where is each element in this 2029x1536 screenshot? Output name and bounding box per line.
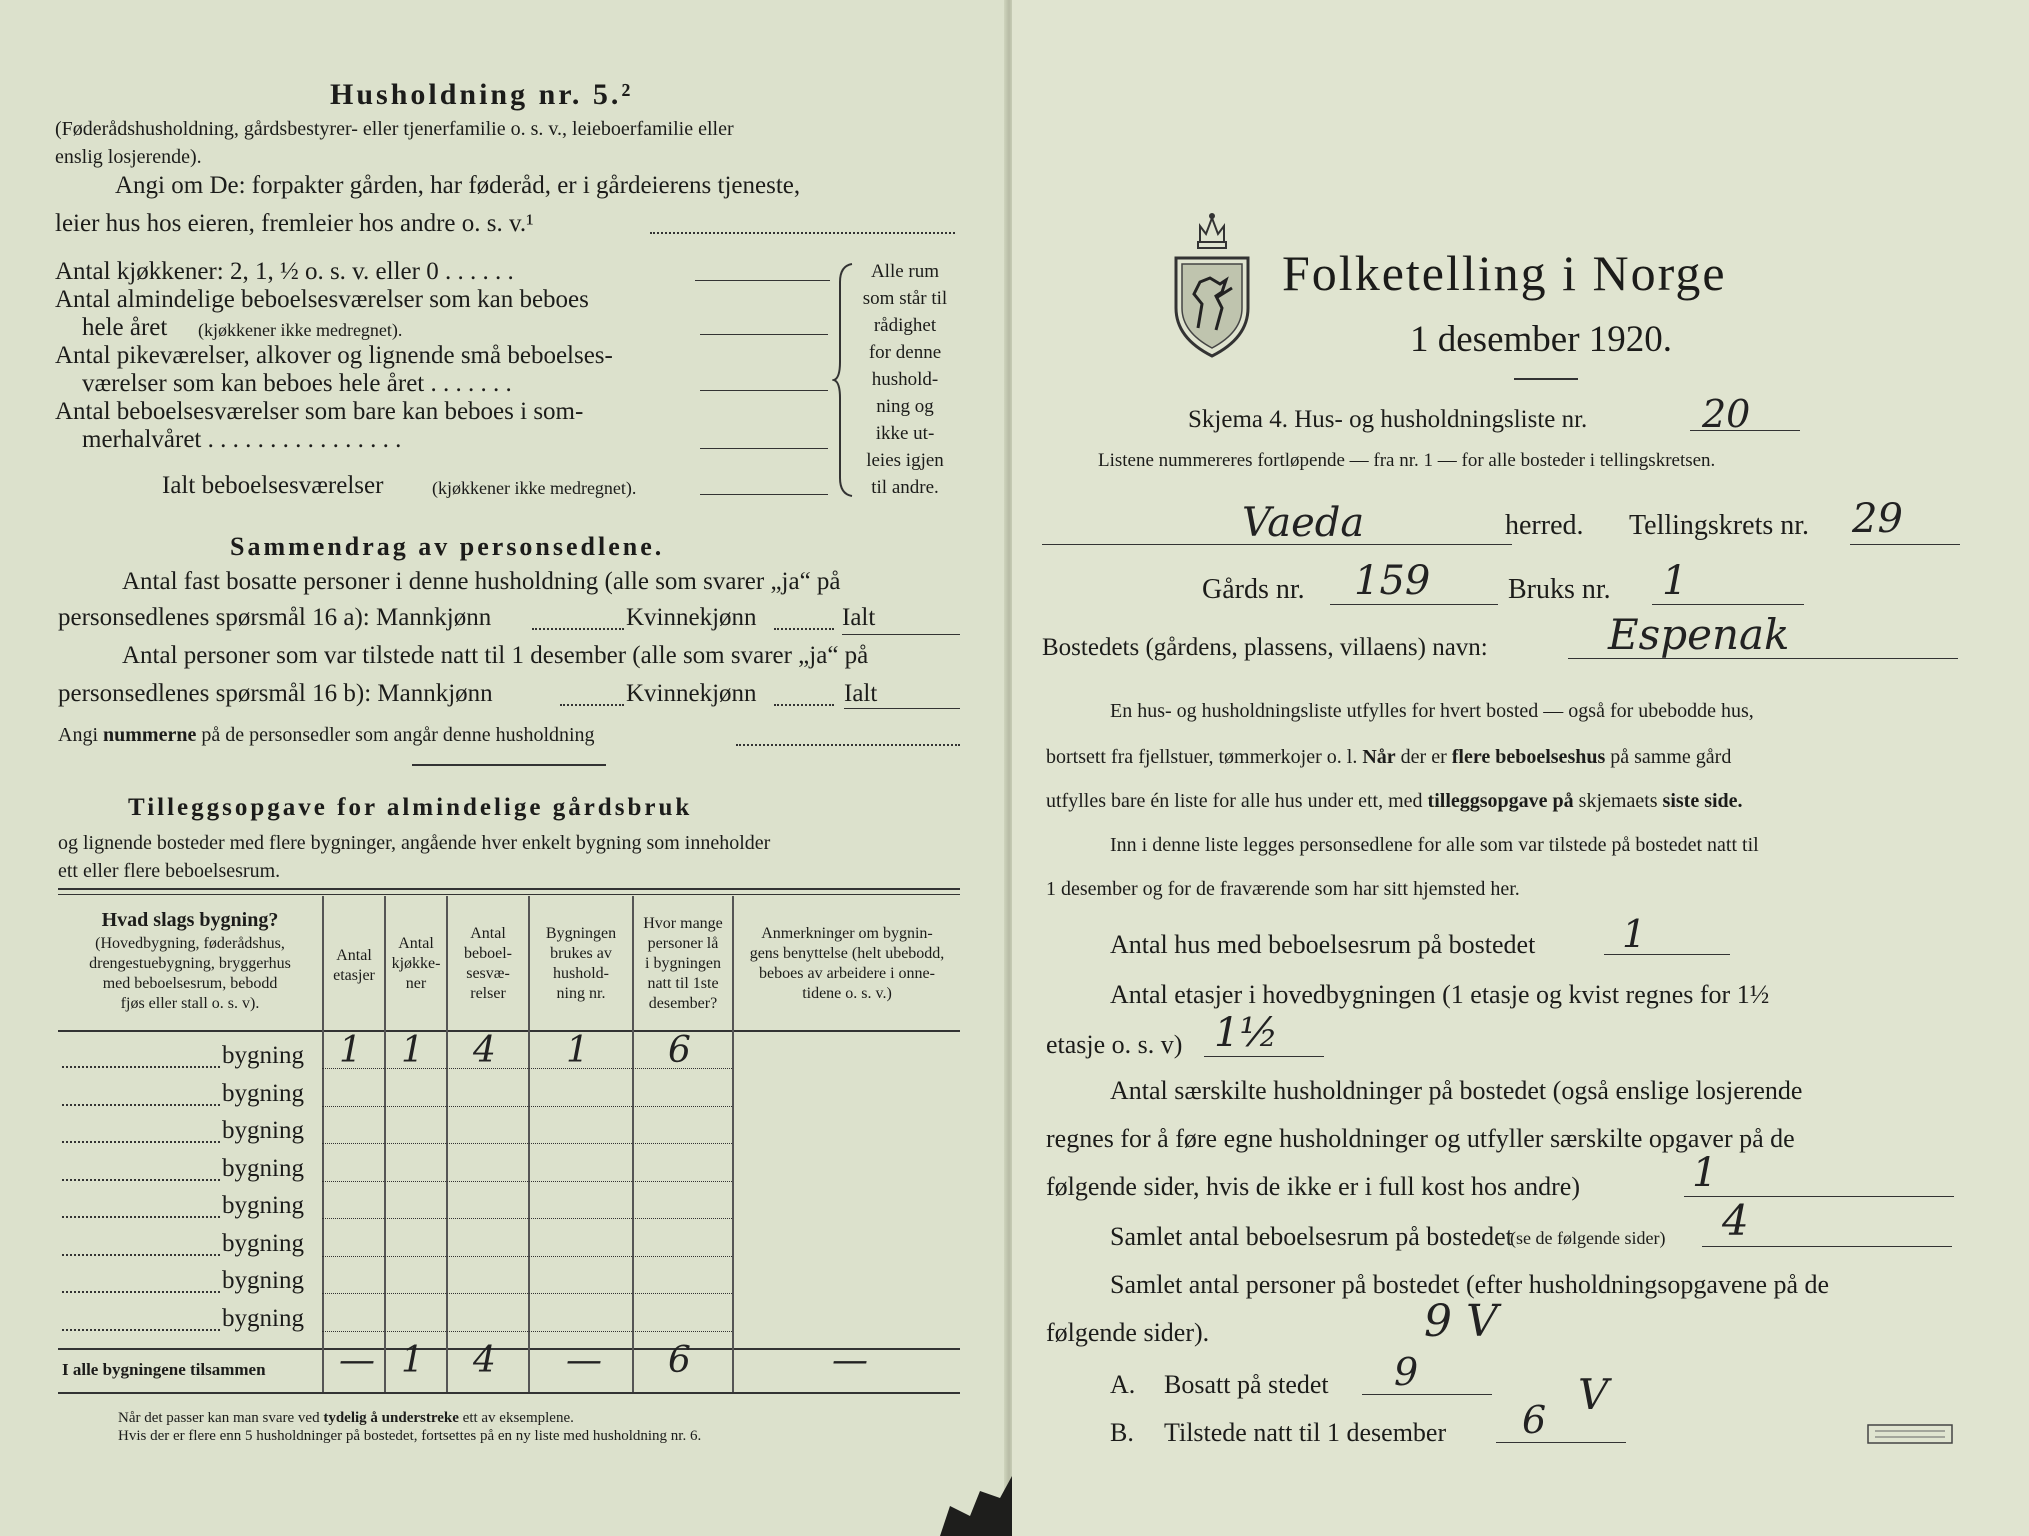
col-header-beboelses	[448, 924, 528, 1004]
krets-answer-line	[1850, 544, 1960, 545]
angi-line-2: leier hus hos eieren, fremleier hos andre o. s. v.¹	[55, 210, 534, 237]
qb-value: 6	[1522, 1398, 1547, 1442]
form-title: Folketelling i Norge	[1282, 245, 1727, 301]
sammendrag-line-1: Antal fast bosatte personer i denne husholdning (alle som svarer „ja“ på	[122, 568, 841, 595]
building-row-answer-line	[62, 1066, 220, 1068]
footnote-1c: ett av eksemplene.	[462, 1410, 574, 1426]
sammendrag-line-3: Antal personer som var tilstede natt til 1 desember (alle som svarer „ja“ på	[122, 642, 869, 669]
info-text-bold: Når	[1362, 746, 1396, 768]
building-row-label: bygning	[222, 1079, 304, 1107]
header-line: Antal	[470, 925, 506, 942]
col-header-anmerkninger	[734, 924, 960, 1004]
table-top-rule-2	[58, 894, 960, 895]
building-row-label: bygning	[222, 1229, 304, 1257]
building-row-cell: 6	[668, 1030, 691, 1071]
building-row-label: bygning	[222, 1267, 304, 1294]
sommer-label-2: merhalvåret . . . . . . . . . . . . . . . .	[82, 426, 402, 453]
info-p1-line2	[1046, 746, 1731, 769]
pike-label-2: værelser som kan beboes hele året . . . . . . .	[82, 370, 512, 397]
q5-label-a: Samlet antal personer på bostedet (efter husholdningsopgavene på de	[1110, 1270, 1830, 1299]
header-line: brukes av	[550, 945, 612, 962]
title-divider	[1514, 378, 1578, 380]
info-text: bortsett fra fjellstuer, tømmerkojer o. l.	[1046, 746, 1358, 768]
col-header-husholdning	[530, 924, 632, 1004]
header-line: relser	[470, 985, 506, 1002]
ialt-answer	[700, 494, 828, 495]
q5-label-b: følgende sider).	[1046, 1318, 1210, 1347]
brace-note-line: hushold-	[871, 369, 939, 390]
tillegg-title: Tilleggsopgave for almindelige gårdsbruk	[128, 794, 693, 821]
building-row-cells-line	[322, 1181, 732, 1182]
info-text-bold: tilleggsopgave på	[1427, 790, 1574, 812]
info-text-bold: siste side.	[1662, 790, 1743, 812]
building-row-cell: 1	[401, 1030, 424, 1071]
header-line: personer lå	[647, 935, 719, 952]
building-row-answer-line	[62, 1254, 220, 1256]
sommer-answer	[700, 448, 828, 449]
q2-answer-line	[1204, 1056, 1324, 1057]
sammendrag-line-4c: Ialt	[844, 680, 878, 707]
header-line: ner	[405, 975, 427, 992]
footnote-1b: tydelig å understreke	[323, 1410, 459, 1426]
qb-answer-line	[1496, 1442, 1626, 1443]
q5-check-mark: 9 V	[1424, 1296, 1498, 1347]
pike-label-1: Antal pikeværelser, alkover og lignende små beboelses-	[55, 342, 613, 369]
col-header-personer	[634, 914, 732, 1014]
sammendrag-line-2a: personsedlenes spørsmål 16 a): Mannkjønn	[58, 604, 492, 631]
skjema-nr-value: 20	[1702, 392, 1751, 436]
kvinnekjonn-b-answer	[774, 704, 834, 706]
q4-label: Samlet antal beboelsesrum på bostedet	[1110, 1222, 1513, 1251]
info-text: der er	[1400, 746, 1447, 768]
brace-note-line: Alle rum	[870, 261, 940, 282]
alminnelige-label-2: hele året	[82, 314, 168, 341]
kjokkener-label: Antal kjøkkener: 2, 1, ½ o. s. v. eller 0 . . . . . .	[55, 258, 514, 285]
info-p1-line3	[1046, 790, 1743, 813]
q4-value: 4	[1722, 1196, 1749, 1245]
building-row-cell: 1	[566, 1030, 589, 1071]
pike-answer	[700, 390, 828, 391]
tillegg-line-2: ett eller flere beboelsesrum.	[58, 860, 281, 882]
header-line: tidene o. s. v.)	[802, 985, 892, 1002]
header-line: i bygningen	[645, 955, 721, 972]
total-cell: 1	[401, 1340, 424, 1381]
building-row-label: bygning	[222, 1117, 304, 1144]
brace-note	[850, 258, 960, 501]
nummerne-answer	[736, 744, 960, 746]
nummerne-text-c: på de personsedler som angår denne husholdning	[201, 724, 595, 746]
q4-note: (se de følgende sider)	[1510, 1228, 1666, 1248]
herred-value: Vaeda	[1242, 500, 1365, 546]
alminnelige-answer	[700, 334, 828, 335]
building-row-cell: 1	[339, 1030, 362, 1071]
sommer-label-1: Antal beboelsesværelser som bare kan beboes i som-	[55, 398, 584, 425]
nummerne-text-a: Angi	[58, 724, 98, 746]
numbering-note: Listene nummereres fortløpende — fra nr. 1 — for alle bosteder i tellingskretsen.	[1098, 450, 1716, 471]
header-line: beboes av arbeidere i onne-	[759, 965, 935, 982]
qb-label: Tilstede natt til 1 desember	[1164, 1418, 1447, 1447]
header-line: gens benyttelse (helt ubebodd,	[749, 945, 945, 962]
brace-note-line: leies igjen	[866, 450, 944, 471]
total-cell: —	[832, 1340, 868, 1381]
angi-answer-line	[650, 232, 955, 234]
brace-note-line: ikke ut-	[875, 423, 935, 444]
nummerne-line	[58, 724, 595, 747]
brace-note-line: som står til	[862, 288, 948, 309]
total-label: I alle bygningene tilsammen	[62, 1360, 266, 1379]
alminnelige-label-1: Antal almindelige beboelsesværelser som kan beboes	[55, 286, 589, 313]
building-row-cells-line	[322, 1143, 732, 1144]
col-header-etasjer	[324, 946, 384, 986]
building-row-label: bygning	[222, 1042, 304, 1069]
intro-line-2: enslig losjerende).	[55, 146, 202, 168]
header-line: med beboelsesrum, bebodd	[102, 975, 278, 992]
header-line: Antal	[398, 935, 434, 952]
building-row-label: bygning	[222, 1304, 304, 1332]
footnote-1a: Når det passer kan man svare ved	[118, 1410, 320, 1426]
q2-value: 1½	[1214, 1010, 1279, 1056]
building-row-cells-line	[322, 1256, 732, 1257]
total-cell: 6	[668, 1340, 691, 1381]
q3-value: 1	[1692, 1150, 1718, 1196]
building-row-answer-line	[62, 1104, 220, 1106]
q3-label-c: følgende sider, hvis de ikke er i full kost hos andre)	[1046, 1172, 1580, 1201]
q1-value: 1	[1622, 912, 1647, 956]
total-cell: —	[339, 1340, 375, 1381]
skjema-label: Skjema 4. Hus- og husholdningsliste nr.	[1188, 406, 1588, 433]
building-row-label: bygning	[222, 1192, 304, 1219]
alminnelige-note: (kjøkkener ikke medregnet).	[198, 320, 403, 340]
coat-of-arms-icon	[1170, 208, 1254, 358]
header-line: Anmerkninger om bygnin-	[761, 925, 933, 942]
bruks-value: 1	[1662, 558, 1688, 604]
tillegg-line-1: og lignende bosteder med flere bygninger, angående hver enkelt bygning som inneholder	[58, 832, 771, 854]
krets-value: 29	[1852, 496, 1903, 542]
building-row-cells-line	[322, 1293, 732, 1294]
krets-label: Tellingskrets nr.	[1629, 510, 1810, 541]
divider	[412, 764, 606, 766]
building-row-answer-line	[62, 1141, 220, 1143]
building-row-cells-line	[322, 1218, 732, 1219]
qa-letter: A.	[1110, 1370, 1136, 1399]
info-p1-line1: En hus- og husholdningsliste utfylles for hvert bosted — også for ubebodde hus,	[1110, 700, 1754, 722]
table-top-rule	[58, 888, 960, 890]
qa-value: 9	[1394, 1350, 1419, 1394]
ialt-b-answer	[844, 708, 960, 709]
printer-stamp-icon	[1867, 1424, 1953, 1444]
kvinnekjonn-a-answer	[774, 628, 834, 630]
household-title: Husholdning nr. 5.²	[330, 78, 634, 111]
sammendrag-title: Sammendrag av personsedlene.	[230, 532, 665, 561]
footnote-1	[118, 1410, 574, 1427]
qa-answer-line	[1362, 1394, 1492, 1395]
info-text: utfylles bare én liste for alle hus under ett, med	[1046, 790, 1423, 812]
mannkjonn-a-answer	[532, 628, 624, 630]
qb-check-mark: V	[1578, 1370, 1609, 1419]
building-row-cells-line	[322, 1331, 732, 1332]
right-page	[1012, 0, 2029, 1536]
bosted-value: Espenak	[1608, 610, 1790, 659]
brace-note-line: for denne	[868, 342, 942, 363]
ialt-a-answer	[842, 634, 960, 635]
col-header-type-sub	[60, 934, 320, 1014]
header-line: hushold-	[553, 965, 609, 982]
building-row-label: bygning	[222, 1154, 304, 1182]
left-page	[0, 0, 1008, 1536]
building-row-answer-line	[62, 1291, 220, 1293]
info-p2-line2: 1 desember og for de fraværende som har sitt hjemsted her.	[1046, 878, 1520, 900]
sammendrag-line-4b: Kvinnekjønn	[626, 680, 757, 707]
header-line: Hvor mange	[643, 915, 723, 932]
table-bottom-rule	[58, 1392, 960, 1394]
footnote-2: Hvis der er flere enn 5 husholdninger på bostedet, fortsettes på en ny liste med husholdning nr. 6.	[118, 1428, 702, 1444]
table-sum-rule	[58, 1348, 960, 1350]
ialt-note: (kjøkkener ikke medregnet).	[432, 478, 637, 498]
q2-label-b: etasje o. s. v)	[1046, 1030, 1183, 1059]
header-line: (Hovedbygning, føderådshus,	[95, 935, 285, 952]
brace-note-line: rådighet	[873, 315, 937, 336]
header-line: drengestuebygning, bryggerhus	[89, 955, 291, 972]
total-cell: 4	[473, 1340, 496, 1381]
header-line: fjøs eller stall o. s. v).	[120, 995, 260, 1012]
header-line: kjøkke-	[391, 955, 441, 972]
col-header-kjokkener	[386, 934, 446, 994]
q3-label-b: regnes for å føre egne husholdninger og utfyller særskilte opgaver på de	[1046, 1124, 1795, 1153]
q2-label-a: Antal etasjer i hovedbygningen (1 etasje og kvist regnes for 1½	[1110, 980, 1770, 1009]
sammendrag-line-4a: personsedlenes spørsmål 16 b): Mannkjønn	[58, 680, 493, 707]
intro-line-1: (Føderådshusholdning, gårdsbestyrer- eller tjenerfamilie o. s. v., leieboerfamilie eller	[55, 118, 734, 140]
sammendrag-line-2b: Kvinnekjønn	[626, 604, 757, 631]
brace-note-line: ning og	[876, 396, 934, 417]
bruks-answer-line	[1652, 604, 1804, 605]
header-line: Bygningen	[545, 925, 617, 942]
angi-line-1: Angi om De: forpakter gården, har føderåd, er i gårdeierens tjeneste,	[115, 172, 801, 199]
header-line: sesvæ-	[466, 965, 510, 982]
building-row-answer-line	[62, 1329, 220, 1331]
header-line: Antal	[336, 947, 372, 964]
qb-letter: B.	[1110, 1418, 1134, 1447]
form-date: 1 desember 1920.	[1410, 319, 1673, 360]
gards-label: Gårds nr.	[1202, 574, 1305, 605]
col-header-type-title: Hvad slags bygning?	[101, 909, 279, 931]
building-row-cells-line	[322, 1106, 732, 1107]
bruks-label: Bruks nr.	[1508, 574, 1611, 605]
info-text: skjemaets	[1578, 790, 1658, 812]
kjokkener-answer	[695, 280, 830, 281]
header-line: beboel-	[464, 945, 512, 962]
building-row-answer-line	[62, 1216, 220, 1218]
q1-label: Antal hus med beboelsesrum på bostedet	[1110, 930, 1536, 959]
mannkjonn-b-answer	[560, 704, 624, 706]
gards-answer-line	[1330, 604, 1498, 605]
building-row-cell: 4	[473, 1030, 496, 1071]
info-p2-line1: Inn i denne liste legges personsedlene for alle som var tilstede på bostedet natt til	[1110, 834, 1759, 856]
q3-label-a: Antal særskilte husholdninger på bostedet (også enslige losjerende	[1110, 1076, 1803, 1105]
herred-label: herred.	[1505, 510, 1584, 541]
bosted-label: Bostedets (gårdens, plassens, villaens) navn:	[1042, 634, 1488, 661]
table-head-rule	[58, 1030, 960, 1032]
total-cell: —	[566, 1340, 602, 1381]
sammendrag-line-2c: Ialt	[842, 604, 876, 631]
gards-value: 159	[1354, 558, 1431, 604]
building-row-answer-line	[62, 1179, 220, 1181]
info-text: på samme gård	[1610, 746, 1732, 768]
info-text-bold: flere beboelseshus	[1451, 746, 1606, 768]
header-line: desember?	[648, 995, 718, 1012]
header-line: natt til 1ste	[647, 975, 719, 992]
q4-answer-line	[1702, 1246, 1952, 1247]
header-line: ning nr.	[556, 985, 606, 1002]
brace-note-line: til andre.	[871, 477, 939, 498]
qa-label: Bosatt på stedet	[1164, 1370, 1329, 1399]
ialt-label: Ialt beboelsesværelser	[162, 472, 384, 499]
header-line: etasjer	[333, 967, 375, 984]
nummerne-text-b: nummerne	[103, 724, 197, 746]
